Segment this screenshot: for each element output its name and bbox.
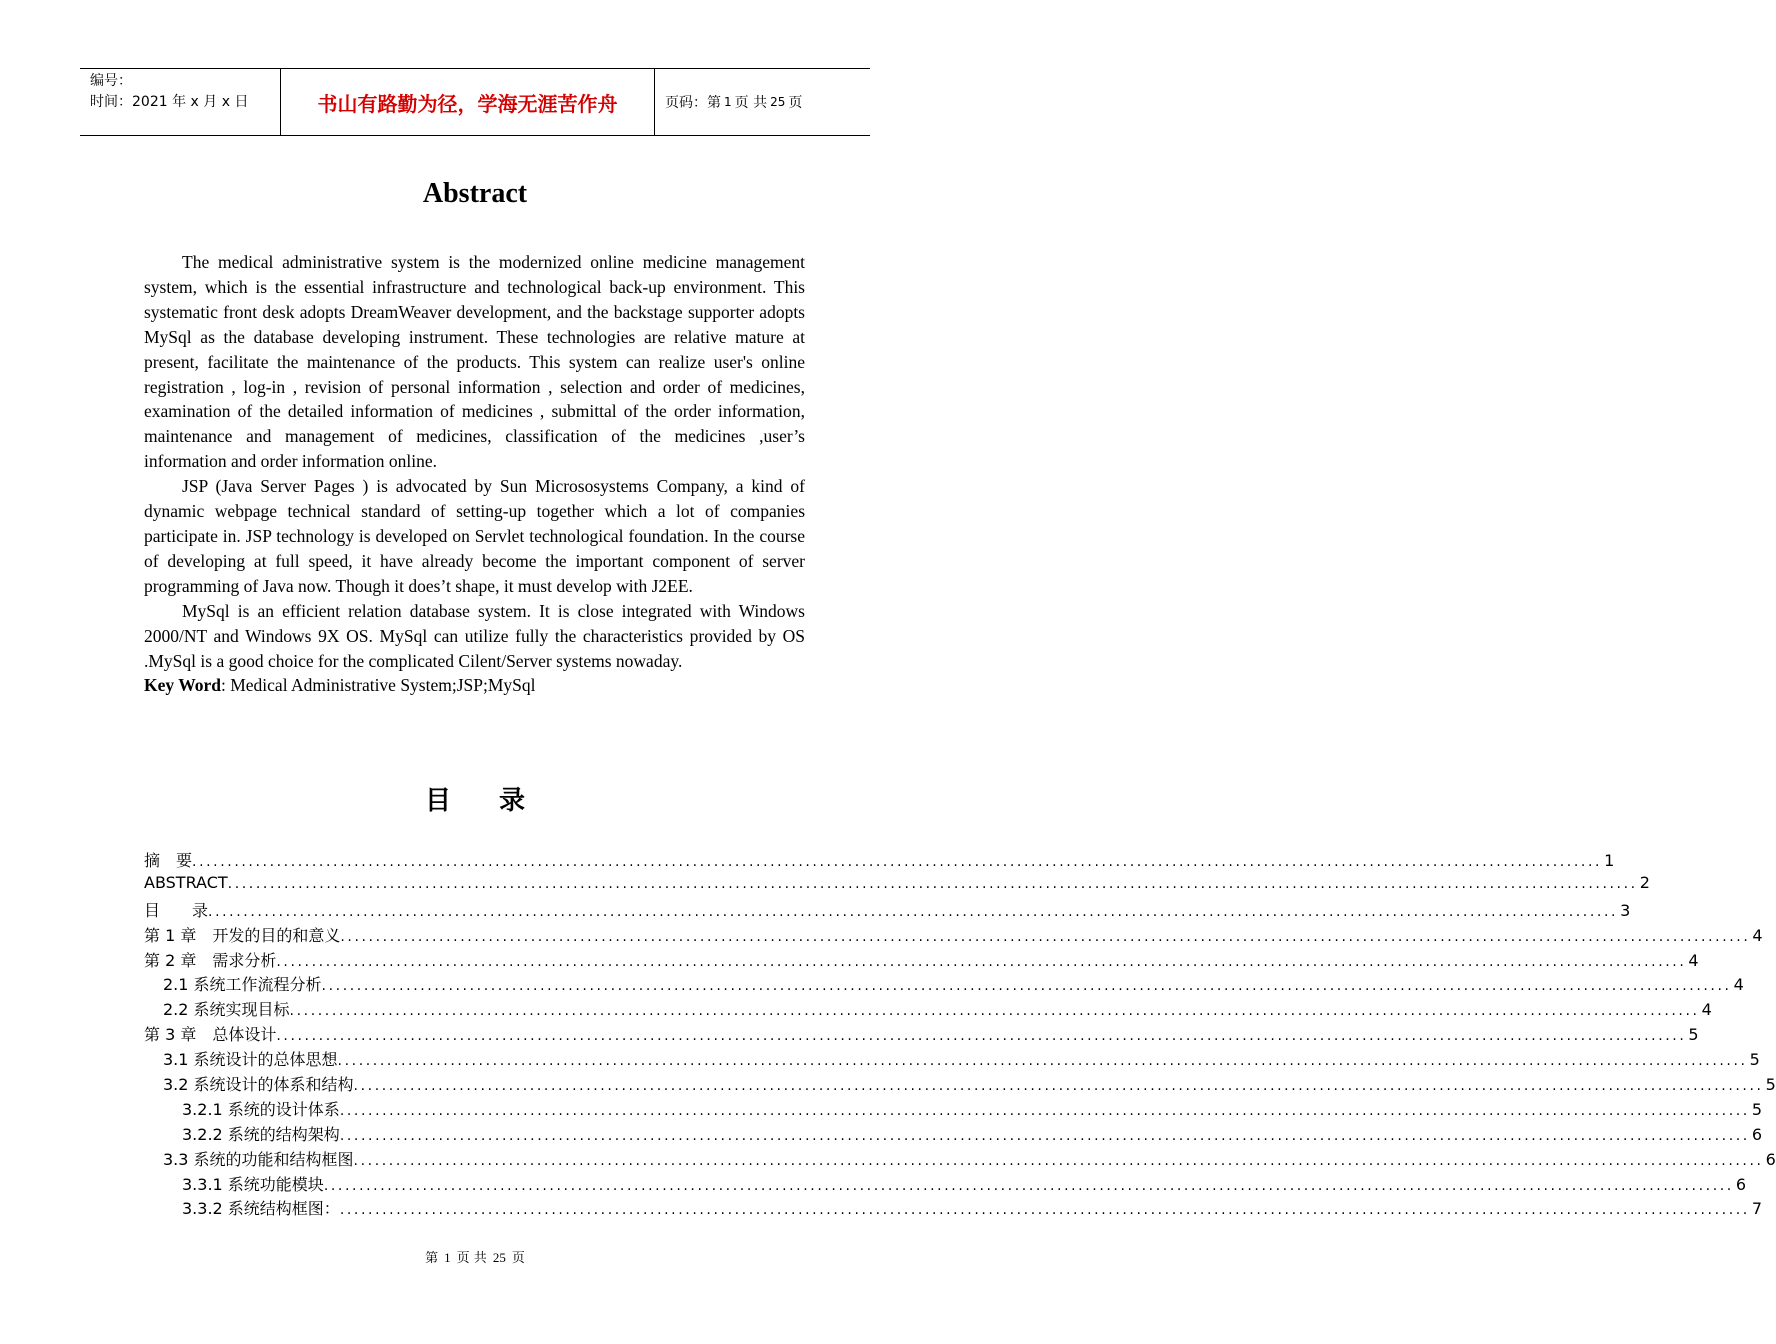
- abstract-body: [144, 250, 805, 698]
- toc-entry-label: 第 2 章 需求分析: [144, 950, 277, 970]
- header-motto: 书山有路勤为径，学海无涯苦作舟: [281, 69, 655, 135]
- toc-entry[interactable]: [144, 872, 1650, 898]
- toc-entry-page: 5: [1688, 1025, 1699, 1045]
- toc-entry-label: 3.2.2 系统的结构架构: [182, 1124, 340, 1144]
- toc-entry[interactable]: [144, 1147, 1776, 1172]
- toc-entry[interactable]: [144, 997, 1712, 1022]
- page-header: [80, 68, 870, 136]
- toc-entry-page: 4: [1688, 950, 1699, 970]
- toc-entry[interactable]: [144, 948, 1699, 973]
- abstract-paragraph: MySql is an efficient relation database system. It is close integrated with Windows 2000/NT and Windows 9X OS. MySql can utilize fully the characteristics provided by OS .MySql is a good choice for the complicated Cilent/Server systems nowaday.: [144, 600, 805, 671]
- toc-entry-page: 6: [1735, 1174, 1747, 1194]
- toc-entry-label: 3.2.1 系统的设计体系: [182, 1099, 340, 1119]
- toc-entry-label: 3.3.2 系统结构框图：: [182, 1199, 340, 1219]
- toc-entry-label: 目 录: [144, 900, 209, 920]
- toc-entry[interactable]: [144, 1022, 1699, 1047]
- table-of-contents: [144, 848, 1776, 1221]
- toc-entry-label: 摘 要: [144, 851, 193, 870]
- page-footer: [0, 1247, 950, 1266]
- toc-entry[interactable]: [144, 848, 1615, 873]
- toc-entry-label: 3.3.1 系统功能模块: [182, 1174, 324, 1194]
- toc-entry-label: ABSTRACT: [144, 872, 228, 892]
- toc-entry-page: 5: [1765, 1075, 1776, 1095]
- toc-entry-label: 3.3 系统的功能和结构框图: [163, 1149, 354, 1169]
- toc-leader-dots: ........................................................................................................................................................................................................: [339, 1202, 1750, 1219]
- keywords-label: Key Word: [144, 675, 221, 696]
- keywords-line: [144, 673, 805, 698]
- footer-total: 25: [492, 1250, 506, 1265]
- footer-suffix: 页: [511, 1251, 525, 1266]
- toc-entry-page: 4: [1733, 975, 1744, 995]
- toc-entry-page: 5: [1749, 1050, 1760, 1070]
- toc-leader-dots: ........................................................................................................................................................................................................: [321, 978, 1732, 995]
- toc-leader-dots: ........................................................................................................................................................................................................: [337, 1053, 1748, 1070]
- toc-entry[interactable]: [144, 1072, 1776, 1097]
- toc-entry-label: 2.1 系统工作流程分析: [163, 975, 322, 995]
- toc-entry-page: 5: [1751, 1099, 1763, 1119]
- toc-leader-dots: ........................................................................................................................................................................................................: [192, 854, 1603, 870]
- toc-leader-dots: ........................................................................................................................................................................................................: [353, 1152, 1764, 1169]
- toc-entry[interactable]: [144, 1122, 1763, 1147]
- toc-leader-dots: ........................................................................................................................................................................................................: [323, 1177, 1734, 1194]
- header-page-total: 25: [770, 95, 786, 109]
- toc-entry[interactable]: [144, 972, 1744, 997]
- toc-entry-page: 6: [1765, 1149, 1776, 1169]
- header-page-mid: 页 共: [734, 95, 768, 111]
- header-page-current: 1: [724, 95, 732, 109]
- footer-prefix: 第: [425, 1251, 439, 1266]
- toc-entry-page: 2: [1639, 872, 1650, 892]
- toc-entry-label: 2.2 系统实现目标: [163, 1000, 290, 1020]
- abstract-title: Abstract: [422, 178, 528, 209]
- toc-entry[interactable]: [144, 1047, 1760, 1072]
- header-page-info: [655, 69, 870, 135]
- toc-entry[interactable]: [144, 923, 1763, 948]
- footer-mid: 页 共: [456, 1251, 487, 1266]
- toc-entry[interactable]: [144, 898, 1631, 923]
- toc-entry-page: 1: [1604, 851, 1615, 870]
- toc-leader-dots: ........................................................................................................................................................................................................: [227, 875, 1638, 892]
- toc-entry-page: 4: [1701, 1000, 1712, 1020]
- toc-entry-label: 第 3 章 总体设计: [144, 1025, 277, 1045]
- abstract-paragraph: JSP (Java Server Pages ) is advocated by Sun Micrososystems Company, a kind of dynamic webpage technical standard of setting-up together which a lot of companies participate in. JSP technology is developed on Servlet technological foundation. In the course of developing at full speed, it have already become the important component of server programming of Java now. Though it does’t shape, it must develop with J2EE.: [144, 476, 805, 596]
- toc-leader-dots: ........................................................................................................................................................................................................: [276, 1028, 1687, 1045]
- abstract-paragraph: The medical administrative system is the modernized online medicine management system, which is the essential infrastructure and technological back-up environment. This systematic front desk adopts DreamWeaver development, and the backstage supporter adopts MySql as the database developing instrument. These technologies are relative mature at present, facilitate the maintenance of the products. This system can realize user's online registration , log-in , revision of personal information , selection and order of medicines, examination of the detailed information of medicines , submittal of the order information, maintenance and management of medicines, classification of the medicines ,user’s information and order information online.: [144, 252, 805, 472]
- toc-leader-dots: ........................................................................................................................................................................................................: [339, 1102, 1750, 1119]
- header-page-suffix: 页: [788, 95, 803, 111]
- toc-leader-dots: ........................................................................................................................................................................................................: [208, 903, 1619, 920]
- toc-entry[interactable]: [144, 1196, 1763, 1221]
- toc-entry-label: 3.1 系统设计的总体思想: [163, 1050, 338, 1070]
- toc-entry-page: 6: [1751, 1124, 1763, 1144]
- keywords-text: : Medical Administrative System;JSP;MySql: [220, 675, 536, 696]
- toc-leader-dots: ........................................................................................................................................................................................................: [276, 953, 1687, 970]
- toc-leader-dots: ........................................................................................................................................................................................................: [353, 1078, 1764, 1095]
- toc-entry-page: 3: [1620, 900, 1631, 920]
- toc-entry[interactable]: [144, 1172, 1747, 1197]
- toc-leader-dots: ........................................................................................................................................................................................................: [340, 928, 1751, 945]
- toc-leader-dots: ........................................................................................................................................................................................................: [339, 1127, 1750, 1144]
- toc-entry-label: 3.2 系统设计的体系和结构: [163, 1075, 354, 1095]
- toc-entry-label: 第 1 章 开发的目的和意义: [144, 925, 341, 945]
- toc-title-left: 目: [424, 786, 451, 816]
- header-meta: [80, 69, 281, 135]
- footer-current: 1: [444, 1250, 451, 1265]
- header-page-prefix: 页码：第: [665, 95, 721, 111]
- toc-entry-page: 4: [1752, 925, 1763, 945]
- toc-title: [0, 780, 950, 817]
- toc-title-right: 录: [499, 786, 526, 816]
- time-label: 时间：2021 年 x 月 x 日: [90, 94, 249, 110]
- toc-leader-dots: ........................................................................................................................................................................................................: [289, 1003, 1700, 1020]
- toc-entry[interactable]: [144, 1097, 1763, 1122]
- toc-entry-page: 7: [1751, 1199, 1763, 1219]
- serial-label: 编号：: [90, 73, 132, 89]
